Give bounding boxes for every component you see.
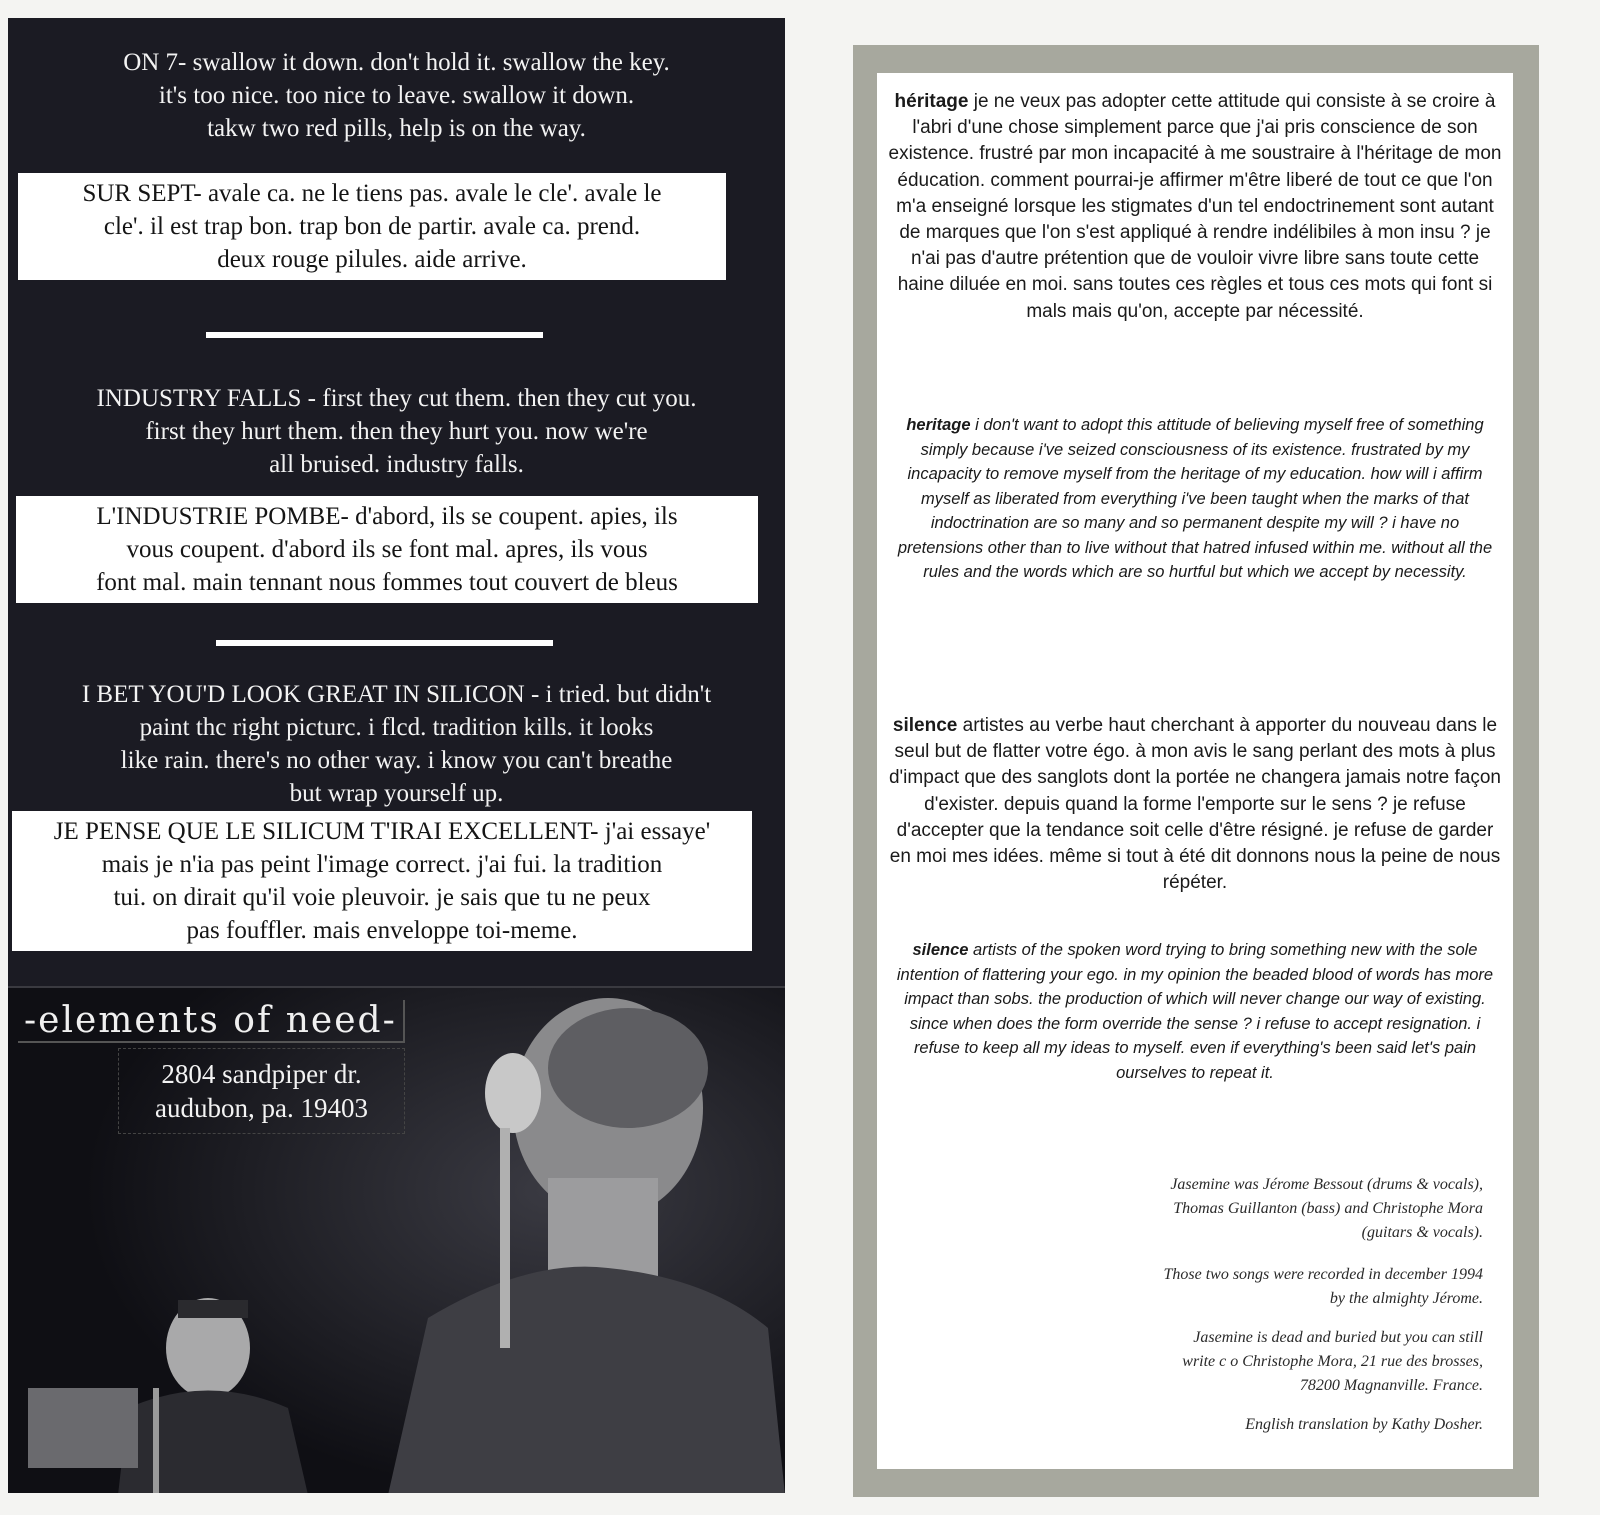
credits-recording: Those two songs were recorded in december 1994 by the almighty Jérome. (1163, 1266, 1483, 1307)
band-photo-area (8, 986, 785, 1493)
silence-french-paragraph (887, 713, 1503, 896)
on7-lyrics-english: ON 7- swallow it down. don't hold it. swallow the key. it's too nice. too nice to leave. swallow it down. takw two red pills, help is on the way. (123, 49, 670, 142)
heritage-english-title: heritage (906, 416, 971, 434)
credits-band-members: Jasemine was Jérome Bessout (drums & vocals), Thomas Guillanton (bass) and Christophe Mora (guitars & vocals). (1170, 1176, 1483, 1241)
silence-english-title: silence (912, 941, 969, 959)
on7-lyrics-french: SUR SEPT- avale ca. ne le tiens pas. avale le cle'. avale le cle'. il est trap bon. trap bon de partir. avale ca. prend. deux rouge pilules. aide arrive. (18, 173, 726, 280)
section-divider (216, 640, 553, 646)
silence-english-paragraph (887, 938, 1503, 1085)
right-text-panel (877, 73, 1513, 1469)
silence-english-text: artists of the spoken word trying to bring something new with the sole intention of flattering your ego. in my opinion the beaded blood of words has more impact than sobs. the production of which will never change our way of existing. since when does the form override the sense ? i refuse to accept resignation. i refuse to keep all my ideas to myself. even if everything's been said let's pain ourselves to repeat it. (896, 941, 1494, 1082)
credits-translation: English translation by Kathy Dosher. (1245, 1416, 1483, 1433)
heritage-english-paragraph (887, 413, 1503, 585)
silence-french-text: artistes au verbe haut cherchant à apporter du nouveau dans le seul but de flatter votre égo. à mon avis le sang perlant des mots à plus d'impact que des sanglots dont la portée ne changera jamais notre façon d'exister. depuis quand la forme l'emporte sur le sens ? je refuse d'accepter que la tendance soit celle d'être résigné. je refuse de garder en moi mes idées. même si tout à été dit donnons nous la peine de nous répéter. (888, 715, 1502, 894)
heritage-english-text: i don't want to adopt this attitude of believing myself free of something simply because i've seized consciousness of its existence. frustrated by my incapacity to remove myself from the heritage of my education. how will i affirm myself as liberated from everything i've been taught when the marks of that indoctrination are so many and so permanent despite my will ? i have no pretensions other than to live without that hatred infused within me. without all the rules and the words which are so hurtful but which we accept by necessity. (897, 416, 1493, 581)
band-name-title: -elements of need- (18, 1000, 405, 1043)
silence-french-title: silence (892, 715, 958, 736)
silicon-lyrics-french: JE PENSE QUE LE SILICUM T'IRAI EXCELLENT- j'ai essaye' mais je n'ia pas peint l'image correct. j'ai fui. la tradition tui. on dirait qu'il voie pleuvoir. je sais que tu ne peux pas fouffler. mais enveloppe toi-meme. (12, 811, 752, 951)
heritage-french-paragraph (887, 89, 1503, 325)
band-address: 2804 sandpiper dr. audubon, pa. 19403 (118, 1048, 405, 1134)
industry-lyrics-english: INDUSTRY FALLS - first they cut them. then they cut you. first they hurt them. then they hurt you. now we're all bruised. industry falls. (96, 385, 697, 478)
industry-lyrics-french: L'INDUSTRIE POMBE- d'abord, ils se coupent. apies, ils vous coupent. d'abord ils se font mal. apres, ils vous font mal. main tennant nous fommes tout couvert de bleus (16, 496, 758, 603)
section-divider (206, 332, 543, 338)
right-text-frame (853, 45, 1539, 1497)
left-lyrics-panel (8, 18, 785, 1493)
heritage-french-text: je ne veux pas adopter cette attitude qui consiste à se croire à l'abri d'une chose simplement parce que j'ai pris conscience de son existence. frustré par mon incapacité à me soustraire à l'héritage de mon éducation. comment pourrai-je affirmer m'être liberé de tout ce que l'on m'a enseigné lorsque les stigmates d'un tel endoctrinement sont autant de marques que l'on s'est appliqué à rendre indélibiles à mon insu ? je n'ai pas d'autre prétention que de vouloir vivre libre sans toute cette haine diluée en moi. sans toutes ces règles et tous ces mots qui font si mals mais qu'on, accepte par nécessité. (888, 91, 1502, 322)
heritage-french-title: héritage (894, 91, 969, 112)
silicon-lyrics-english: I BET YOU'D LOOK GREAT IN SILICON - i tried. but didn't paint thc right picturc. i flcd. tradition kills. it looks like rain. there's no other way. i know you can't breathe but wrap yourself up. (81, 681, 712, 807)
credits-contact-address: Jasemine is dead and buried but you can still write c o Christophe Mora, 21 rue des brosses, 78200 Magnanville. France. (1182, 1329, 1483, 1394)
